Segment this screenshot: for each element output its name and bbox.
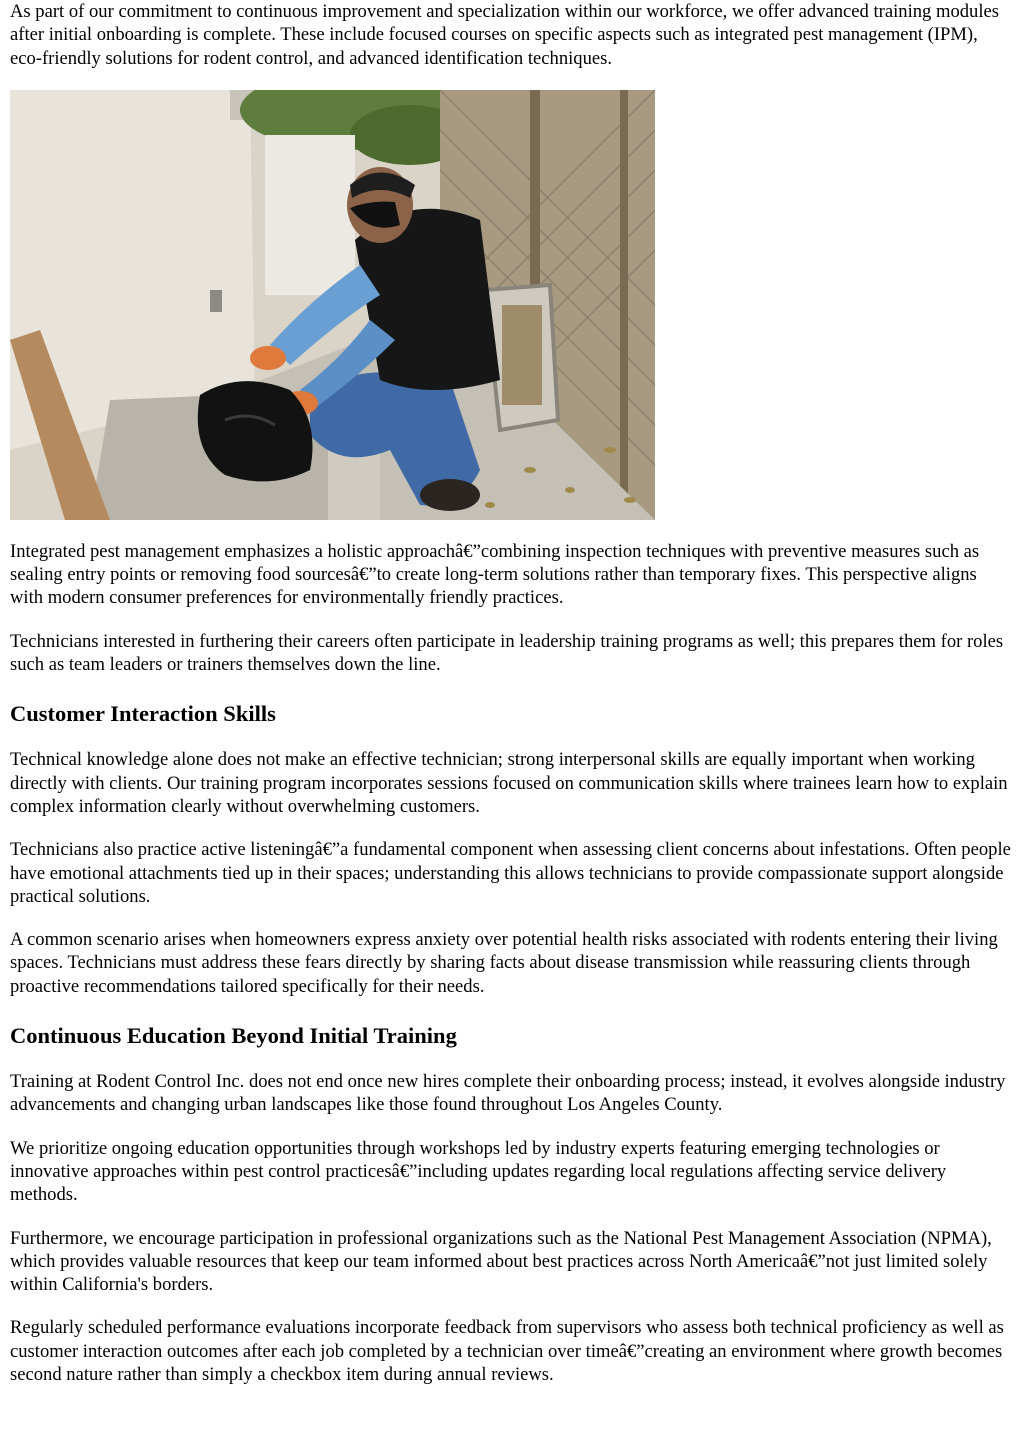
section-heading-customer-interaction: Customer Interaction Skills	[10, 701, 276, 727]
ipm-paragraph: Integrated pest management emphasizes a holistic approachâ€”combining inspection techniques with preventive measures such as sealing entry points or removing food sourcesâ€”to create long-term solutions rather than temporary fixes. This perspective aligns with modern consumer preferences for environmentally friendly practices.	[10, 540, 980, 609]
intro-paragraph: As part of our commitment to continuous improvement and specialization within our workforce, we offer advanced training modules after initial onboarding is complete. These include focused courses on specific aspects such as integrated pest management (IPM), eco-friendly solutions for rodent control, and advanced identification techniques.	[10, 1, 999, 69]
section1-paragraph: Technicians also practice active listeningâ€”a fundamental component when assessing client concerns about infestations. Often people have emotional attachments tied up in their spaces; understanding this allows technicians to provide compassionate support alongside practical solutions.	[10, 839, 1011, 907]
technician-photo	[10, 90, 655, 520]
section2-paragraph: Training at Rodent Control Inc. does not end once new hires complete their onboarding process; instead, it evolves alongside industry advancements and changing urban landscapes like those found throughout Los Angeles County.	[10, 1071, 1006, 1116]
section2-paragraph: We prioritize ongoing education opportunities through workshops led by industry experts featuring emerging technologies or innovative approaches within pest control practicesâ€”including updates regarding local regulations affecting service delivery methods.	[10, 1137, 947, 1206]
section2-paragraph: Furthermore, we encourage participation in professional organizations such as the National Pest Management Association (NPMA), which provides valuable resources that keep our team informed about best practices across North Americaâ€”not just limited solely within California's borders.	[10, 1227, 992, 1296]
section-heading-continuous-education: Continuous Education Beyond Initial Training	[10, 1023, 457, 1049]
section2-paragraph: Regularly scheduled performance evaluations incorporate feedback from supervisors who assess both technical proficiency as well as customer interaction outcomes after each job completed by a technician over timeâ€”creating an environment where growth becomes second nature rather than simply a checkbox item during annual reviews.	[10, 1317, 1004, 1386]
section1-paragraph: Technical knowledge alone does not make an effective technician; strong interpersonal skills are equally important when working directly with clients. Our training program incorporates sessions focused on communication skills where trainees learn how to explain complex information clearly without overwhelming customers.	[10, 749, 1008, 817]
section1-paragraph: A common scenario arises when homeowners express anxiety over potential health risks associated with rodents entering their living spaces. Technicians must address these fears directly by sharing facts about disease transmission while reassuring clients through proactive recommendations tailored specifically for their needs.	[10, 929, 998, 997]
leadership-paragraph: Technicians interested in furthering their careers often participate in leadership training programs as well; this prepares them for roles such as team leaders or trainers themselves down the line.	[10, 630, 1004, 676]
